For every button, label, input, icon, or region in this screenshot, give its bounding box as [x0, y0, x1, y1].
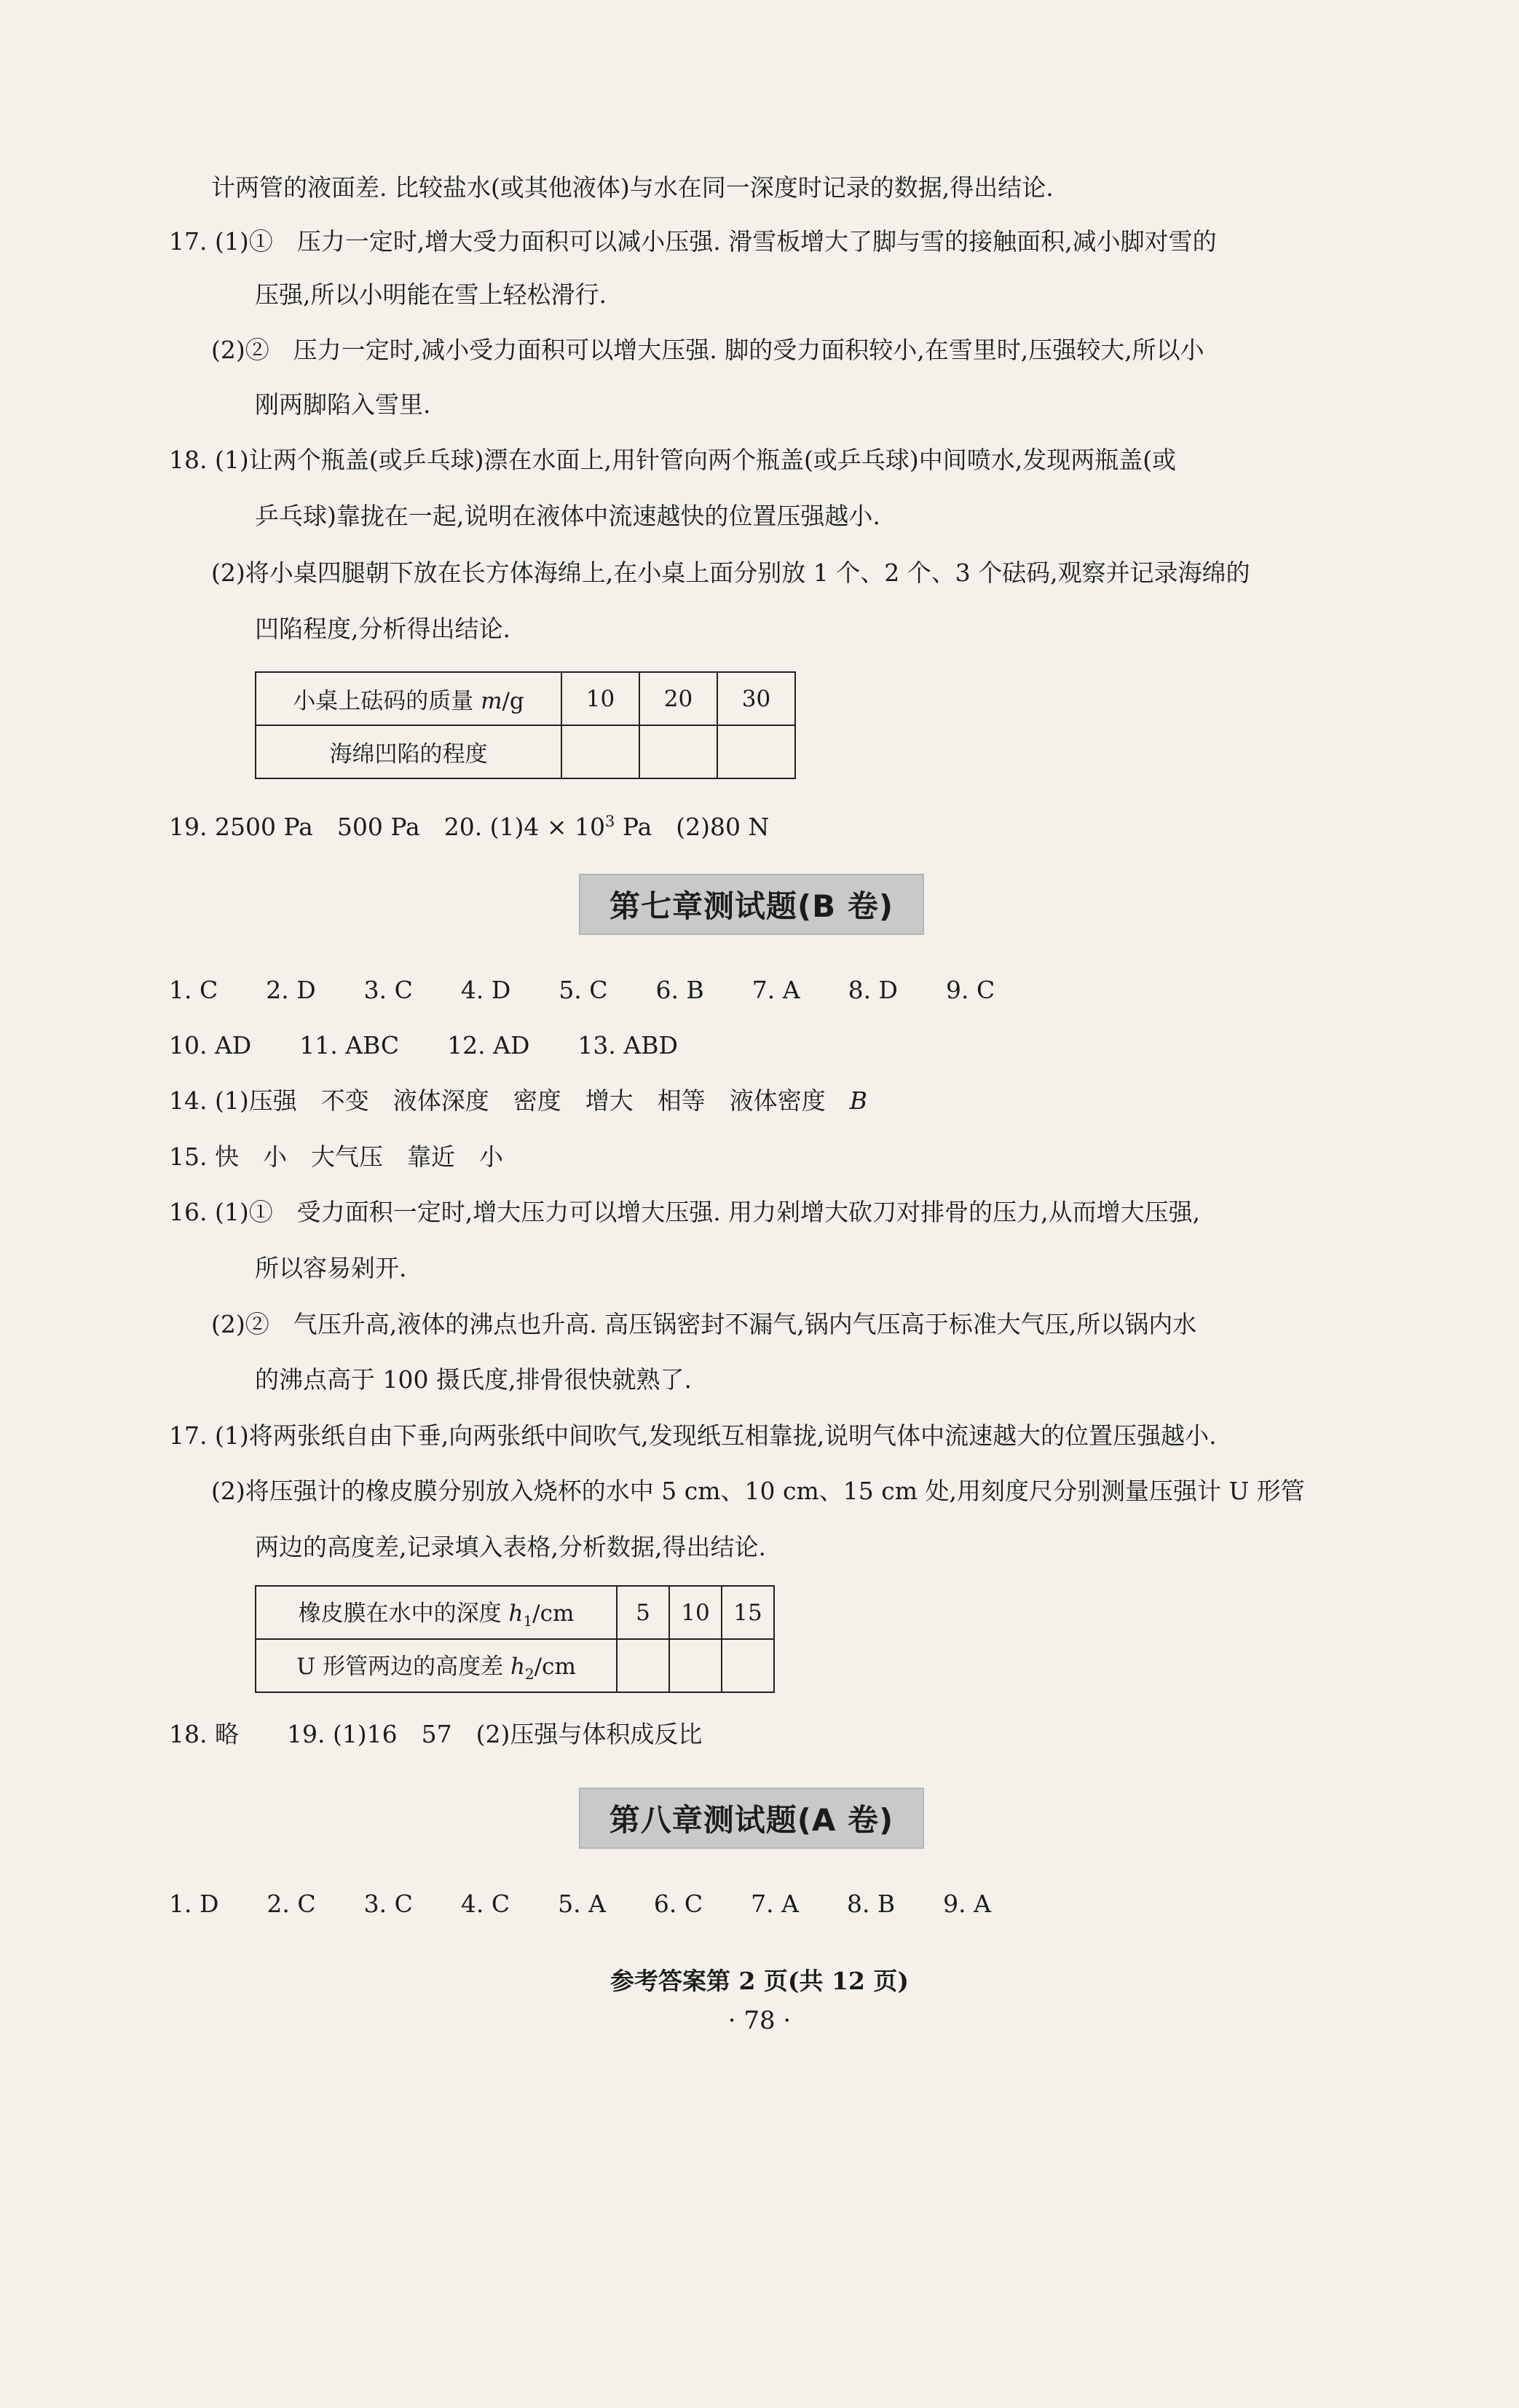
text-line: 的沸点高于 100 摄氏度,排骨很快就熟了. [255, 1365, 692, 1394]
page-footer: 参考答案第 2 页(共 12 页) [609, 1967, 910, 1995]
text-line: (2)将小桌四腿朝下放在长方体海绵上,在小桌上面分别放 1 个、2 个、3 个砝码,观察并记录海绵的 [211, 558, 1250, 587]
text-line: 所以容易剁开. [255, 1254, 407, 1282]
text-line: 10. AD 11. ABC 12. AD 13. ABD [169, 1031, 678, 1059]
text-line: 凹陷程度,分析得出结论. [255, 615, 510, 643]
page-number: · 78 · [727, 2006, 792, 2035]
text-line: 刚两脚陷入雪里. [255, 390, 431, 419]
text-line: (2)② 压力一定时,减小受力面积可以增大压强. 脚的受力面积较小,在雪里时,压强较大,所以小 [211, 336, 1204, 364]
table-cell: 10 [669, 1586, 722, 1639]
table-cell [617, 1639, 669, 1692]
text-line: 1. C 2. D 3. C 4. D 5. C 6. B 7. A 8. D 9. C [169, 976, 995, 1004]
table-cell [722, 1639, 774, 1692]
table-cell: 10 [561, 672, 639, 725]
table-cell-label: 小桌上砝码的质量 m/g [256, 672, 561, 725]
table-cell-label: 橡皮膜在水中的深度 $h_1/cm$ [256, 1586, 617, 1639]
table-cell [561, 725, 639, 778]
text-line: 15. 快 小 大气压 靠近 小 [169, 1142, 503, 1171]
text-line: (2)② 气压升高,液体的沸点也升高. 高压锅密封不漏气,锅内气压高于标准大气压,所以锅内水 [211, 1310, 1197, 1338]
section-title-ch7b: 第七章测试题(B 卷) [579, 874, 924, 935]
text-line: 17. (1)① 压力一定时,增大受力面积可以减小压强. 滑雪板增大了脚与雪的接触面积,减小脚对雪的 [169, 227, 1217, 256]
table-cell-label: 海绵凹陷的程度 [256, 725, 561, 778]
text-line: 19. 2500 Pa 500 Pa 20. $(1)4 \times 10^3$ Pa (2)80 N [169, 813, 770, 841]
text-line: 14. (1)压强 不变 液体深度 密度 增大 相等 液体密度 B [169, 1086, 867, 1115]
text-line: 16. (1)① 受力面积一定时,增大压力可以增大压强. 用力剁增大砍刀对排骨的压力,从而增大压强, [169, 1198, 1201, 1226]
table-cell [639, 725, 717, 778]
text-line: (2)将压强计的橡皮膜分别放入烧杯的水中 5 cm、10 cm、15 cm 处,用刻度尺分别测量压强计 U 形管 [211, 1477, 1305, 1505]
table-cell: 20 [639, 672, 717, 725]
table-cell: 5 [617, 1586, 669, 1639]
text-line: 乒乓球)靠拢在一起,说明在液体中流速越快的位置压强越小. [255, 502, 880, 530]
table-cell-label: U 形管两边的高度差 $h_2/cm$ [256, 1639, 617, 1692]
text-line: 17. (1)将两张纸自由下垂,向两张纸中间吹气,发现纸互相靠拢,说明气体中流速越大的位置压强越小. [169, 1421, 1217, 1450]
table-cell [717, 725, 795, 778]
depth-table [255, 1585, 775, 1693]
text-line: 18. 略 19. (1)16 57 (2)压强与体积成反比 [169, 1720, 703, 1748]
table-cell: 15 [722, 1586, 774, 1639]
text-line: 18. (1)让两个瓶盖(或乒乓球)漂在水面上,用针管向两个瓶盖(或乒乓球)中间喷水,发现两瓶盖(或 [169, 446, 1177, 474]
table-cell [669, 1639, 722, 1692]
weights-table [255, 671, 796, 779]
section-title-ch8a: 第八章测试题(A 卷) [579, 1788, 924, 1849]
text-line: 计两管的液面差. 比较盐水(或其他液体)与水在同一深度时记录的数据,得出结论. [211, 173, 1054, 202]
text-line: 两边的高度差,记录填入表格,分析数据,得出结论. [255, 1533, 766, 1561]
text-line: 1. D 2. C 3. C 4. C 5. A 6. C 7. A 8. B 9. A [169, 1890, 991, 1918]
table-cell: 30 [717, 672, 795, 725]
text-line: 压强,所以小明能在雪上轻松滑行. [255, 280, 607, 309]
